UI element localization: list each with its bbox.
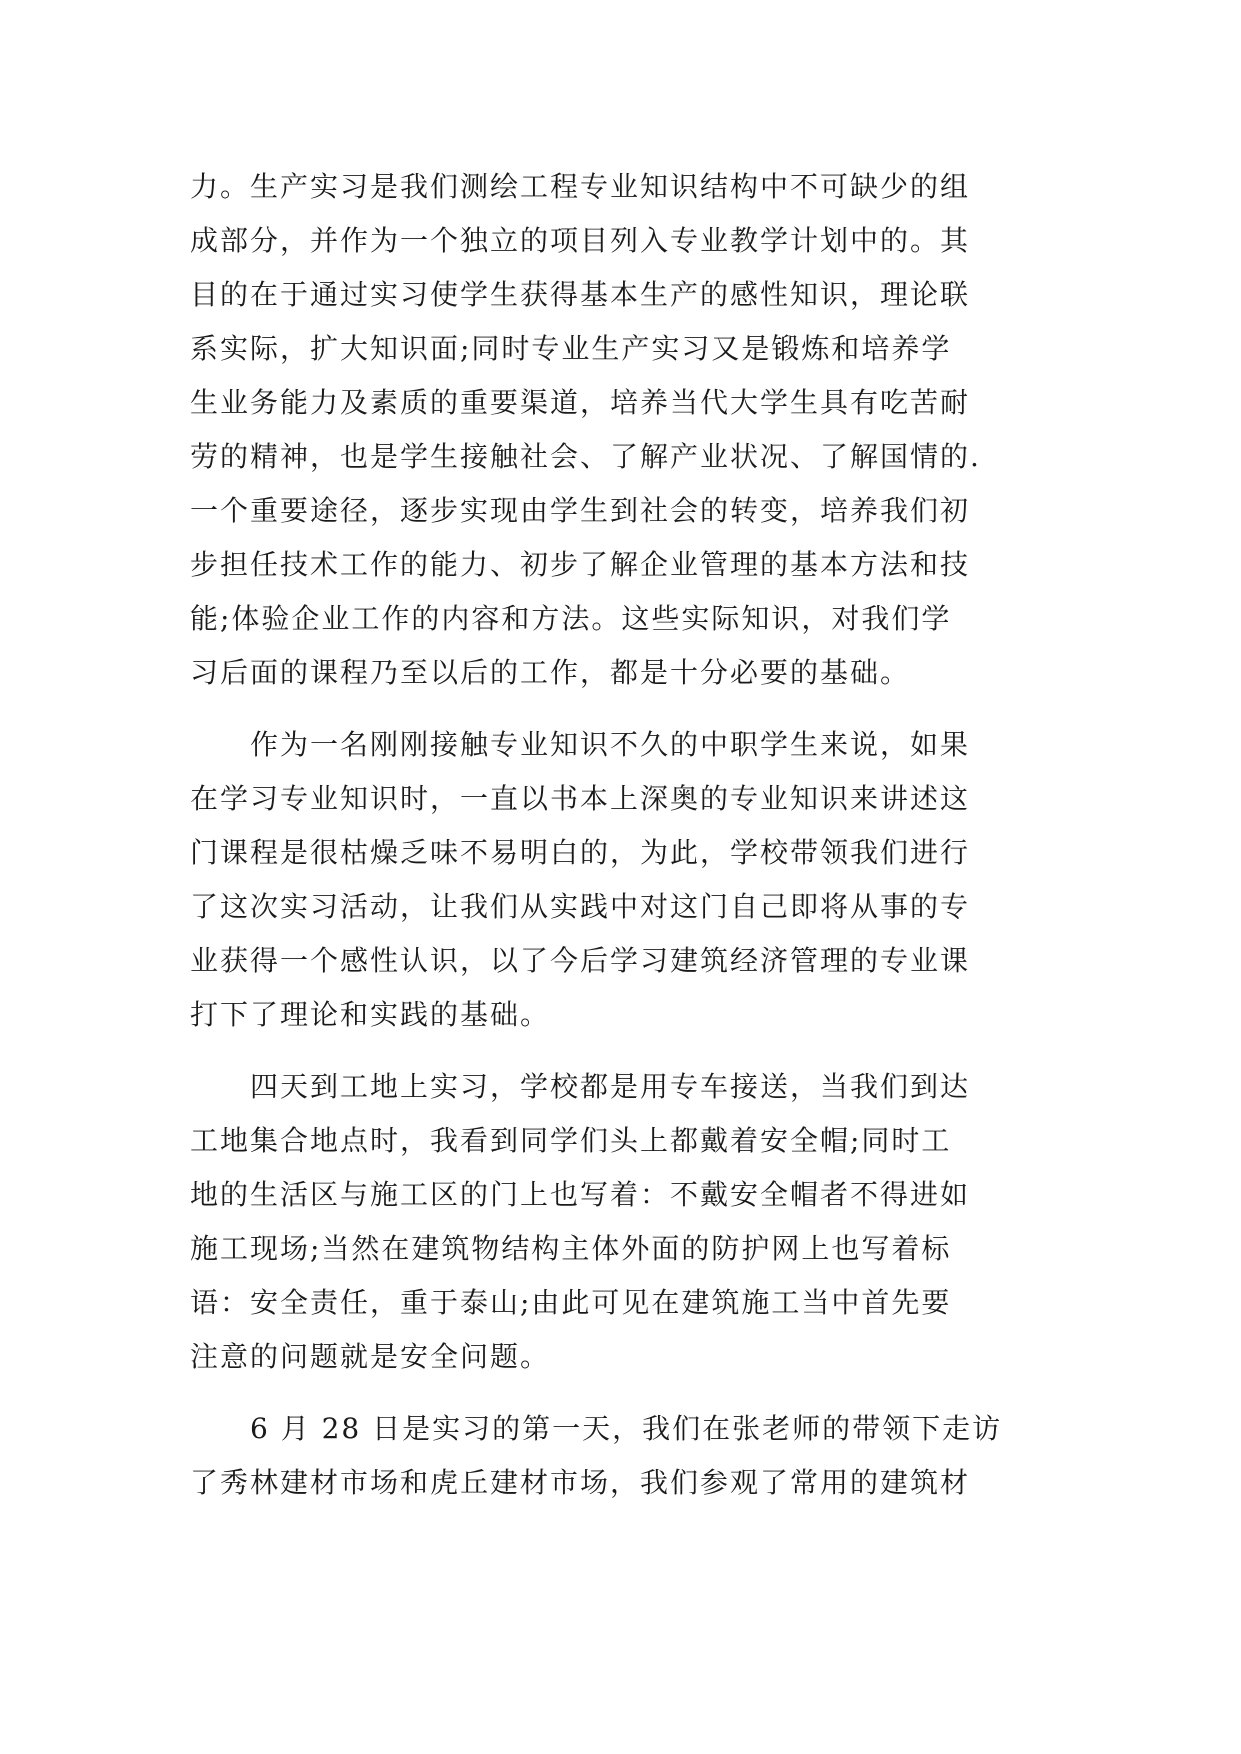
text-line: 地的生活区与施工区的门上也写着：不戴安全帽者不得进如 bbox=[190, 1178, 971, 1211]
paragraph-4 bbox=[190, 1402, 1050, 1510]
text-line: 目的在于通过实习使学生获得基本生产的感性知识，理论联 bbox=[190, 278, 971, 311]
paragraph-spacer bbox=[190, 1384, 1050, 1402]
text-line: 业获得一个感性认识，以了今后学习建筑经济管理的专业课 bbox=[190, 944, 971, 977]
paragraph-2 bbox=[190, 718, 1050, 1042]
paragraph-spacer bbox=[190, 1042, 1050, 1060]
text-line: 了这次实习活动，让我们从实践中对这门自己即将从事的专 bbox=[190, 890, 971, 923]
text-line: 工地集合地点时，我看到同学们头上都戴着安全帽;同时工 bbox=[190, 1124, 952, 1157]
text-line: 施工现场;当然在建筑物结构主体外面的防护网上也写着标 bbox=[190, 1232, 952, 1265]
text-line: 在学习专业知识时，一直以书本上深奥的专业知识来讲述这 bbox=[190, 782, 971, 815]
text-line: 生业务能力及素质的重要渠道，培养当代大学生具有吃苦耐 bbox=[190, 386, 971, 419]
paragraph-3 bbox=[190, 1060, 1050, 1384]
text-line: 能;体验企业工作的内容和方法。这些实际知识，对我们学 bbox=[190, 602, 952, 635]
text-line: 系实际，扩大知识面;同时专业生产实习又是锻炼和培养学 bbox=[190, 332, 952, 365]
paragraph-spacer bbox=[190, 700, 1050, 718]
text-line: 习后面的课程乃至以后的工作，都是十分必要的基础。 bbox=[190, 656, 911, 689]
text-line: 语：安全责任，重于泰山;由此可见在建筑施工当中首先要 bbox=[190, 1286, 952, 1319]
text-line: 注意的问题就是安全问题。 bbox=[190, 1340, 551, 1373]
text-line: 6 月 28 日是实习的第一天，我们在张老师的带领下走访 bbox=[250, 1412, 1003, 1445]
text-line: 四天到工地上实习，学校都是用专车接送，当我们到达 bbox=[250, 1070, 971, 1103]
text-line: 了秀林建材市场和虎丘建材市场，我们参观了常用的建筑材 bbox=[190, 1466, 971, 1499]
text-line: 成部分，并作为一个独立的项目列入专业教学计划中的。其 bbox=[190, 224, 971, 257]
text-line: 门课程是很枯燥乏味不易明白的，为此，学校带领我们进行 bbox=[190, 836, 971, 869]
document-body bbox=[190, 160, 1050, 1510]
paragraph-1 bbox=[190, 160, 1050, 700]
text-line: 作为一名刚刚接触专业知识不久的中职学生来说，如果 bbox=[250, 728, 971, 761]
text-line: 打下了理论和实践的基础。 bbox=[190, 998, 551, 1031]
text-line: 步担任技术工作的能力、初步了解企业管理的基本方法和技 bbox=[190, 548, 971, 581]
text-line: 劳的精神，也是学生接触社会、了解产业状况、了解国情的. bbox=[190, 440, 981, 473]
text-line: 一个重要途径，逐步实现由学生到社会的转变，培养我们初 bbox=[190, 494, 971, 527]
text-line: 力。生产实习是我们测绘工程专业知识结构中不可缺少的组 bbox=[190, 170, 971, 203]
